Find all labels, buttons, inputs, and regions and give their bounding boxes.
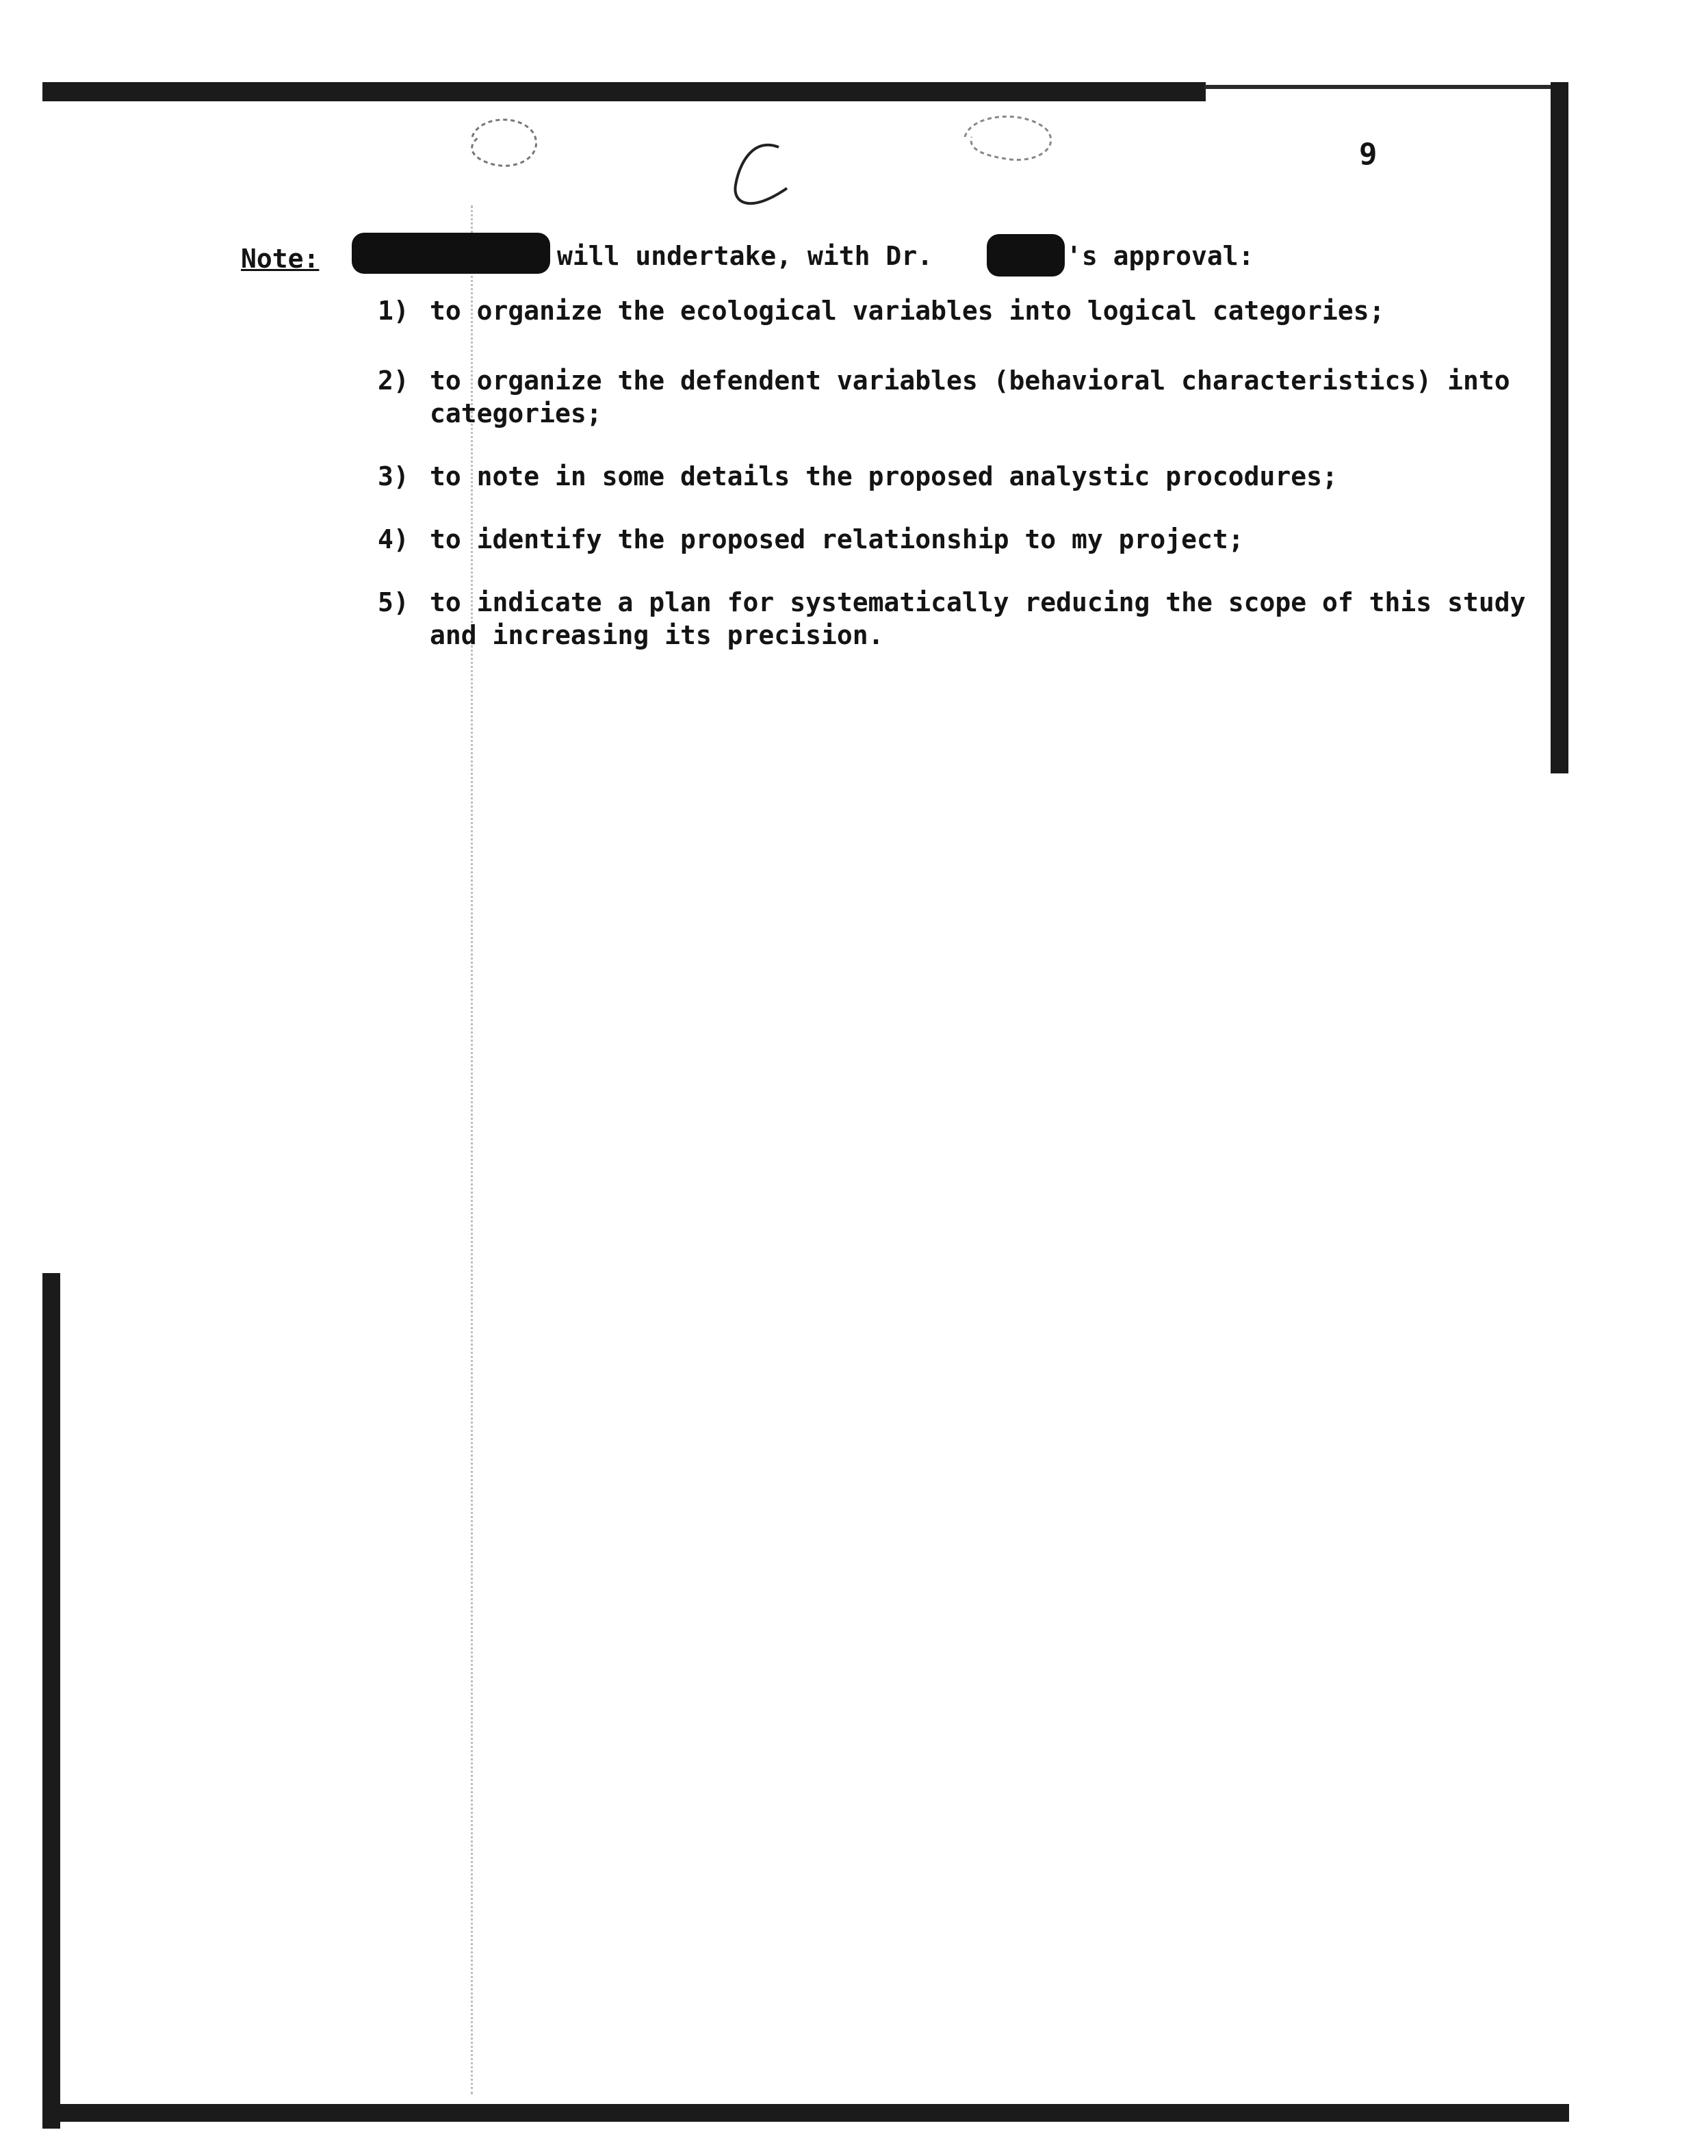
list-item <box>378 294 1555 327</box>
list-item <box>378 460 1555 493</box>
list-item-text: to indicate a plan for systematically reducing the scope of this study and increasing its precision. <box>430 587 1526 650</box>
redaction-block <box>987 234 1065 277</box>
list-item <box>378 523 1555 556</box>
pencil-circle-left <box>472 120 536 166</box>
list-item-text: to identify the proposed relationship to my project; <box>430 524 1244 554</box>
list-item-text: to organize the ecological variables into logical categories; <box>430 296 1385 326</box>
list-item-number: 5) <box>378 587 409 617</box>
list-item-number: 3) <box>378 461 409 491</box>
pencil-circle-right <box>965 116 1051 159</box>
handwritten-c-mark <box>735 145 787 203</box>
note-line <box>241 233 1541 287</box>
list-item-text: to organize the defendent variables (behavioral characteristics) into categories; <box>430 365 1510 428</box>
page-number: 9 <box>1359 137 1377 172</box>
list-item <box>378 586 1555 652</box>
redaction-block <box>352 233 550 274</box>
list-item-text: to note in some details the proposed analystic procodures; <box>430 461 1338 491</box>
note-label: Note: <box>241 244 320 274</box>
list-item <box>378 364 1555 430</box>
list-item-number: 2) <box>378 365 409 396</box>
note-text-after: 's approval: <box>1066 241 1254 271</box>
note-text-before: will undertake, with Dr. <box>557 241 933 271</box>
list-item-number: 1) <box>378 296 409 326</box>
list-item-number: 4) <box>378 524 409 554</box>
numbered-list <box>378 294 1555 682</box>
